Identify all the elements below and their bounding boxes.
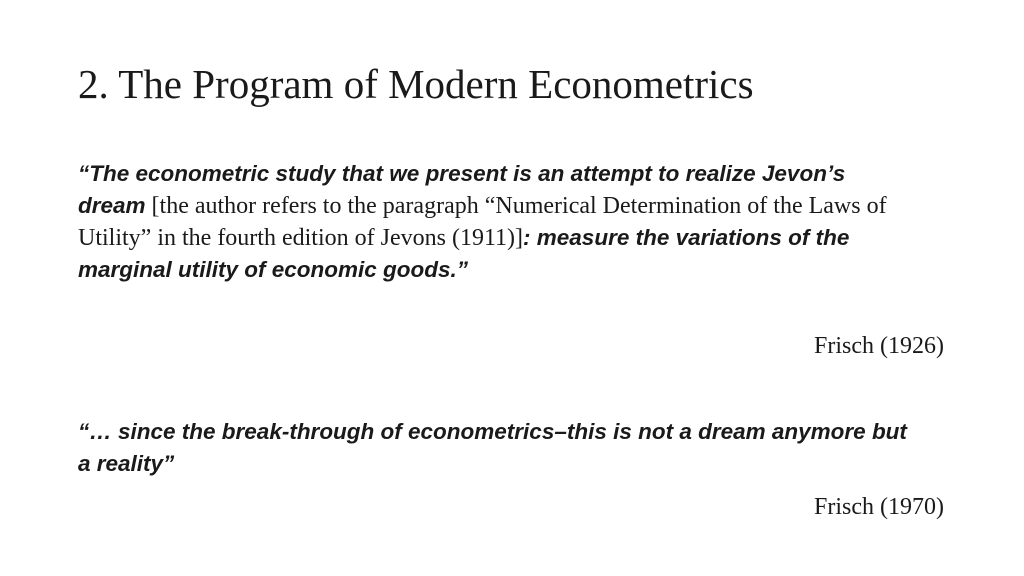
quote-frisch-1926 [78, 158, 918, 286]
quote-1-emphasis-start: “The econometric study that we present is an attempt to realize Jevon’s dream [78, 161, 846, 218]
quote-2-text: “… since the break-through of econometrics–this is not a dream anymore but a reality” [78, 419, 907, 476]
quote-1-emphasis-end: : measure the variations of the marginal utility of economic goods.” [78, 225, 850, 282]
slide-title: 2. The Program of Modern Econometrics [78, 61, 754, 107]
quote-frisch-1970 [78, 416, 918, 480]
quote-1-editorial-note: [the author refers to the paragraph “Numerical Determination of the Laws of Utility” in the fourth edition of Jevons (1911)] [78, 193, 887, 251]
attribution-frisch-1970: Frisch (1970) [814, 494, 944, 520]
attribution-frisch-1926: Frisch (1926) [814, 333, 944, 359]
